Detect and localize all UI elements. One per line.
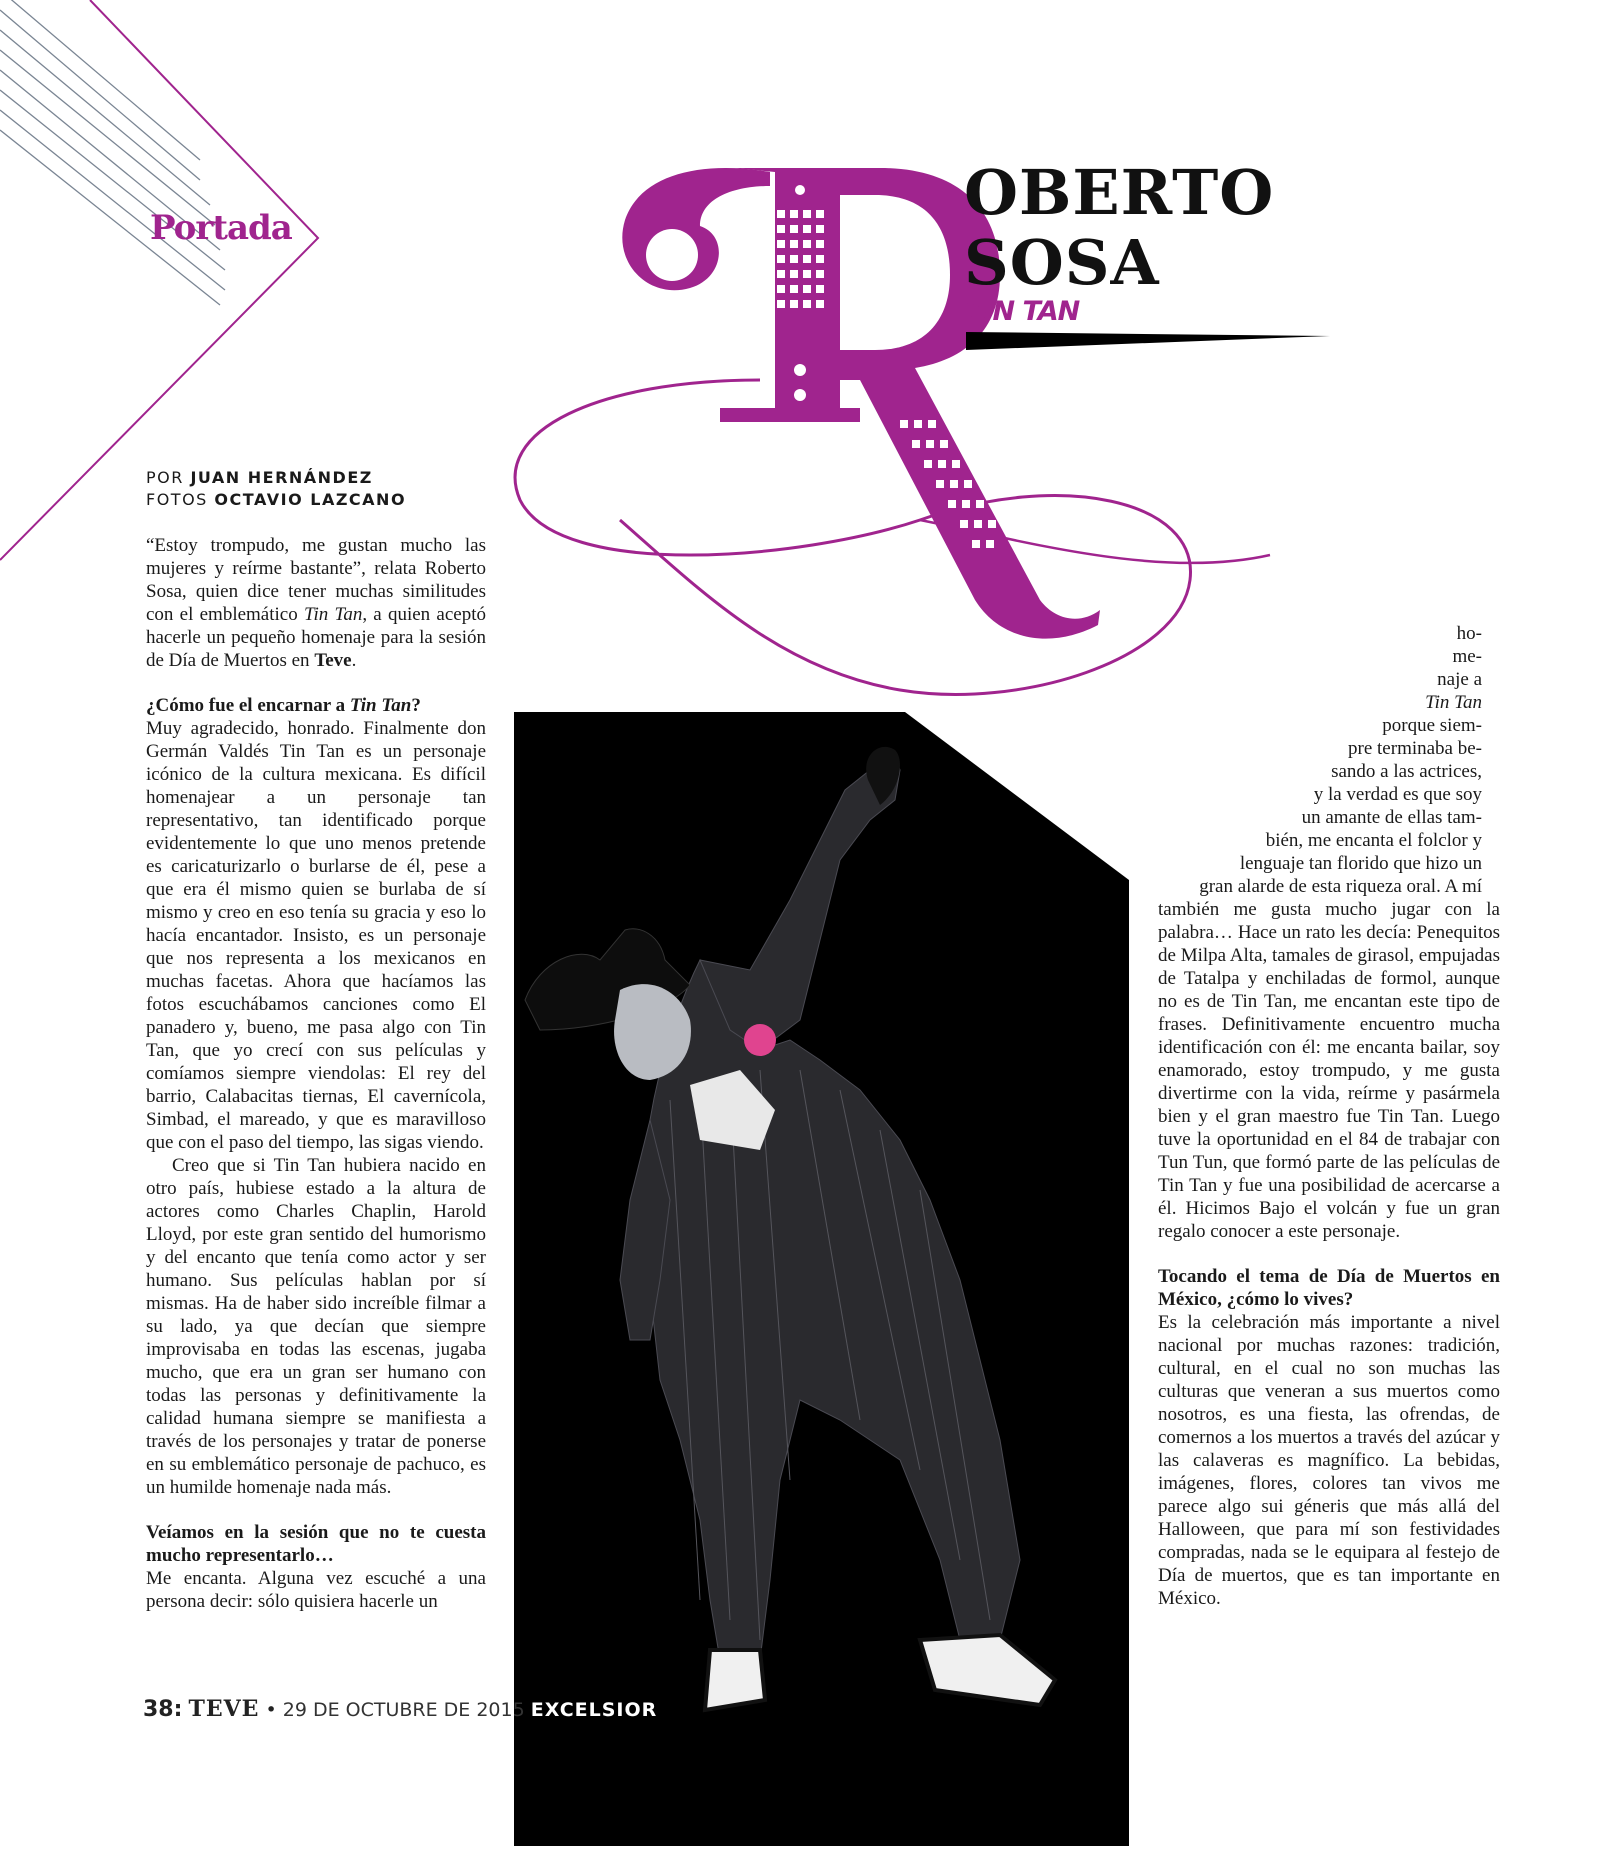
question-1-suffix: ? bbox=[411, 695, 421, 716]
byline-photo-prefix: FOTOS bbox=[146, 490, 208, 509]
question-3: Tocando el tema de Día de Muertos en México, ¿cómo lo vives? bbox=[1158, 1266, 1500, 1310]
intro-text-3: . bbox=[351, 650, 357, 671]
byline-photographer: OCTAVIO LAZCANO bbox=[214, 490, 407, 509]
title-line-1: OBERTO bbox=[964, 156, 1275, 229]
byline-photos bbox=[146, 490, 406, 509]
wrap-line: me- bbox=[1452, 646, 1482, 667]
page-footer bbox=[143, 1696, 657, 1722]
answer-2-rest: también me gusta mucho jugar con la palabra… Hace un rato les decía: Penequitos de Milpa Alta, tamales de girasol, empujadas de Tatalpa y enchiladas de formol, aunque no es de Tin Tan, me encantan este tipo de frases. Definitivamente encuentro mucha identificación con él: me encanta bailar, soy enamorado, estoy trompudo, y me gusta divertirme con la vida, reírme y pasármela bien y el gran maestro fue Tin Tan. Luego tuve la oportunidad en el 84 de trabajar con Tun Tun, que formó parte de las películas de Tin Tan y fue una posibilidad de acercarse a él. Hicimos Bajo el volcán y fue un gran regalo conocer a este personaje. bbox=[1158, 899, 1500, 1242]
wrap-line: naje a bbox=[1437, 669, 1482, 690]
intro-text-2: , a quien aceptó hacerle un pequeño homenaje para la sesión de Día de Muertos en bbox=[146, 604, 486, 671]
corner-stripes bbox=[0, 0, 225, 305]
wrap-line: porque siem- bbox=[1382, 715, 1482, 736]
byline-author-name: JUAN HERNÁNDEZ bbox=[190, 468, 373, 487]
intro-paragraph bbox=[146, 534, 486, 672]
title-subtitle: TIN TAN bbox=[966, 296, 1080, 327]
section-label: Portada bbox=[150, 208, 292, 248]
article-column-right bbox=[1158, 898, 1500, 1610]
intro-teve: Teve bbox=[314, 650, 352, 671]
answer-2-start: Me encanta. Alguna vez escuché a una persona decir: sólo quisiera hacerle un bbox=[146, 1568, 486, 1612]
wrap-line: Tin Tan bbox=[1425, 692, 1482, 713]
wrap-line: gran alarde de esta riqueza oral. A mí bbox=[1199, 876, 1482, 897]
wrap-line: ho- bbox=[1456, 623, 1482, 644]
wrap-line: sando a las actrices, bbox=[1331, 761, 1482, 782]
answer-3: Es la celebración más importante a nivel nacional por muchas razones: tradición, cultural, en el cual no son muchas las culturas que veneran a sus muertos como nosotros, es una fiesta, las ofrendas, de comernos a los muertos a través del azúcar y las calaveras es magnífico. La bebidas, imágenes, flores, colores tan vivos me parece algo sui géneris que más allá del Halloween, que para mí son festividades compradas, nada se le equipara al festejo de Día de muertos, que es tan importante en México. bbox=[1158, 1312, 1500, 1609]
footer-separator: • bbox=[265, 1699, 277, 1721]
wrap-line: pre terminaba be- bbox=[1348, 738, 1482, 759]
wrap-line: y la verdad es que soy bbox=[1313, 784, 1482, 805]
intro-tin-tan: Tin Tan bbox=[303, 604, 363, 625]
wrap-line: lenguaje tan florido que hizo un bbox=[1239, 853, 1482, 874]
answer-1-paragraph-1: Muy agradecido, honrado. Finalmente don Germán Valdés Tin Tan es un personaje icónico de la cultura mexicana. Es difícil homenajear a un personaje tan representativo, tan identificado porque evidentemente lo que uno menos pretende es caricaturizarlo o burlarse de él, pese a que era él mismo quien se burlaba de sí mismo y creo en eso tenía su gracia y eso lo hacía encantador. Insisto, es un personaje que nos representa a los mexicanos en muchas facetas. Ahora que hacíamos las fotos escuchábamos canciones como El panadero y, bueno, me pasa algo con Tin Tan, que yo crecí con sus películas y comíamos siempre viendolas: El rey del barrio, Calabacitas tiernas, El cavernícola, Simbad, el mareado, y que es maravilloso que con el paso del tiempo, las sigas viendo. bbox=[146, 718, 486, 1153]
r-swash bbox=[515, 380, 1190, 694]
question-1 bbox=[146, 694, 486, 717]
wrap-line: bién, me encanta el folclor y bbox=[1265, 830, 1482, 851]
article-column-left bbox=[146, 534, 486, 1613]
carnation bbox=[744, 1024, 776, 1056]
issue-date: 29 DE OCTUBRE DE 2015 bbox=[282, 1699, 525, 1721]
shoe-left bbox=[705, 1650, 765, 1710]
magazine-name: TEVE bbox=[188, 1696, 260, 1722]
question-1-prefix: ¿Cómo fue el encarnar a bbox=[146, 695, 350, 716]
byline-author-prefix: POR bbox=[146, 468, 184, 487]
title-line-2: SOSA bbox=[964, 226, 1160, 299]
question-1-name: Tin Tan bbox=[349, 695, 412, 716]
page-number: 38: bbox=[143, 1697, 183, 1722]
answer-1-paragraph-2: Creo que si Tin Tan hubiera nacido en otro país, hubiese estado a la altura de actores como Charles Chaplin, Harold Lloyd, por este gran sentido del humorismo y del encanto que tenía como actor y ser humano. Sus películas hablan por sí mismas. Ha de haber sido increíble filmar a su lado, ya que decían que siempre improvisaba en todas las escenas, jugaba mucho, que era un gran ser humano con todas las personas y definitivamente la calidad humana siempre se manifiesta a través de los personajes y tratar de ponerse en su emblemático personaje de pachuco, es un humilde homenaje nada más. bbox=[146, 1155, 486, 1498]
wrap-line: un amante de ellas tam- bbox=[1301, 807, 1482, 828]
byline-author bbox=[146, 468, 373, 487]
publication-name: EXCELSIOR bbox=[530, 1699, 658, 1721]
question-2: Veíamos en la sesión que no te cuesta mucho representarlo… bbox=[146, 1522, 486, 1566]
photo-roberto-sosa-tin-tan bbox=[514, 712, 1129, 1846]
intro-text-1: “Estoy trompudo, me gustan mucho las mujeres y reírme bastante”, relata Roberto Sosa, quien dice tener muchas similitudes con el emblemático bbox=[146, 535, 486, 625]
title-bar bbox=[966, 332, 1330, 350]
